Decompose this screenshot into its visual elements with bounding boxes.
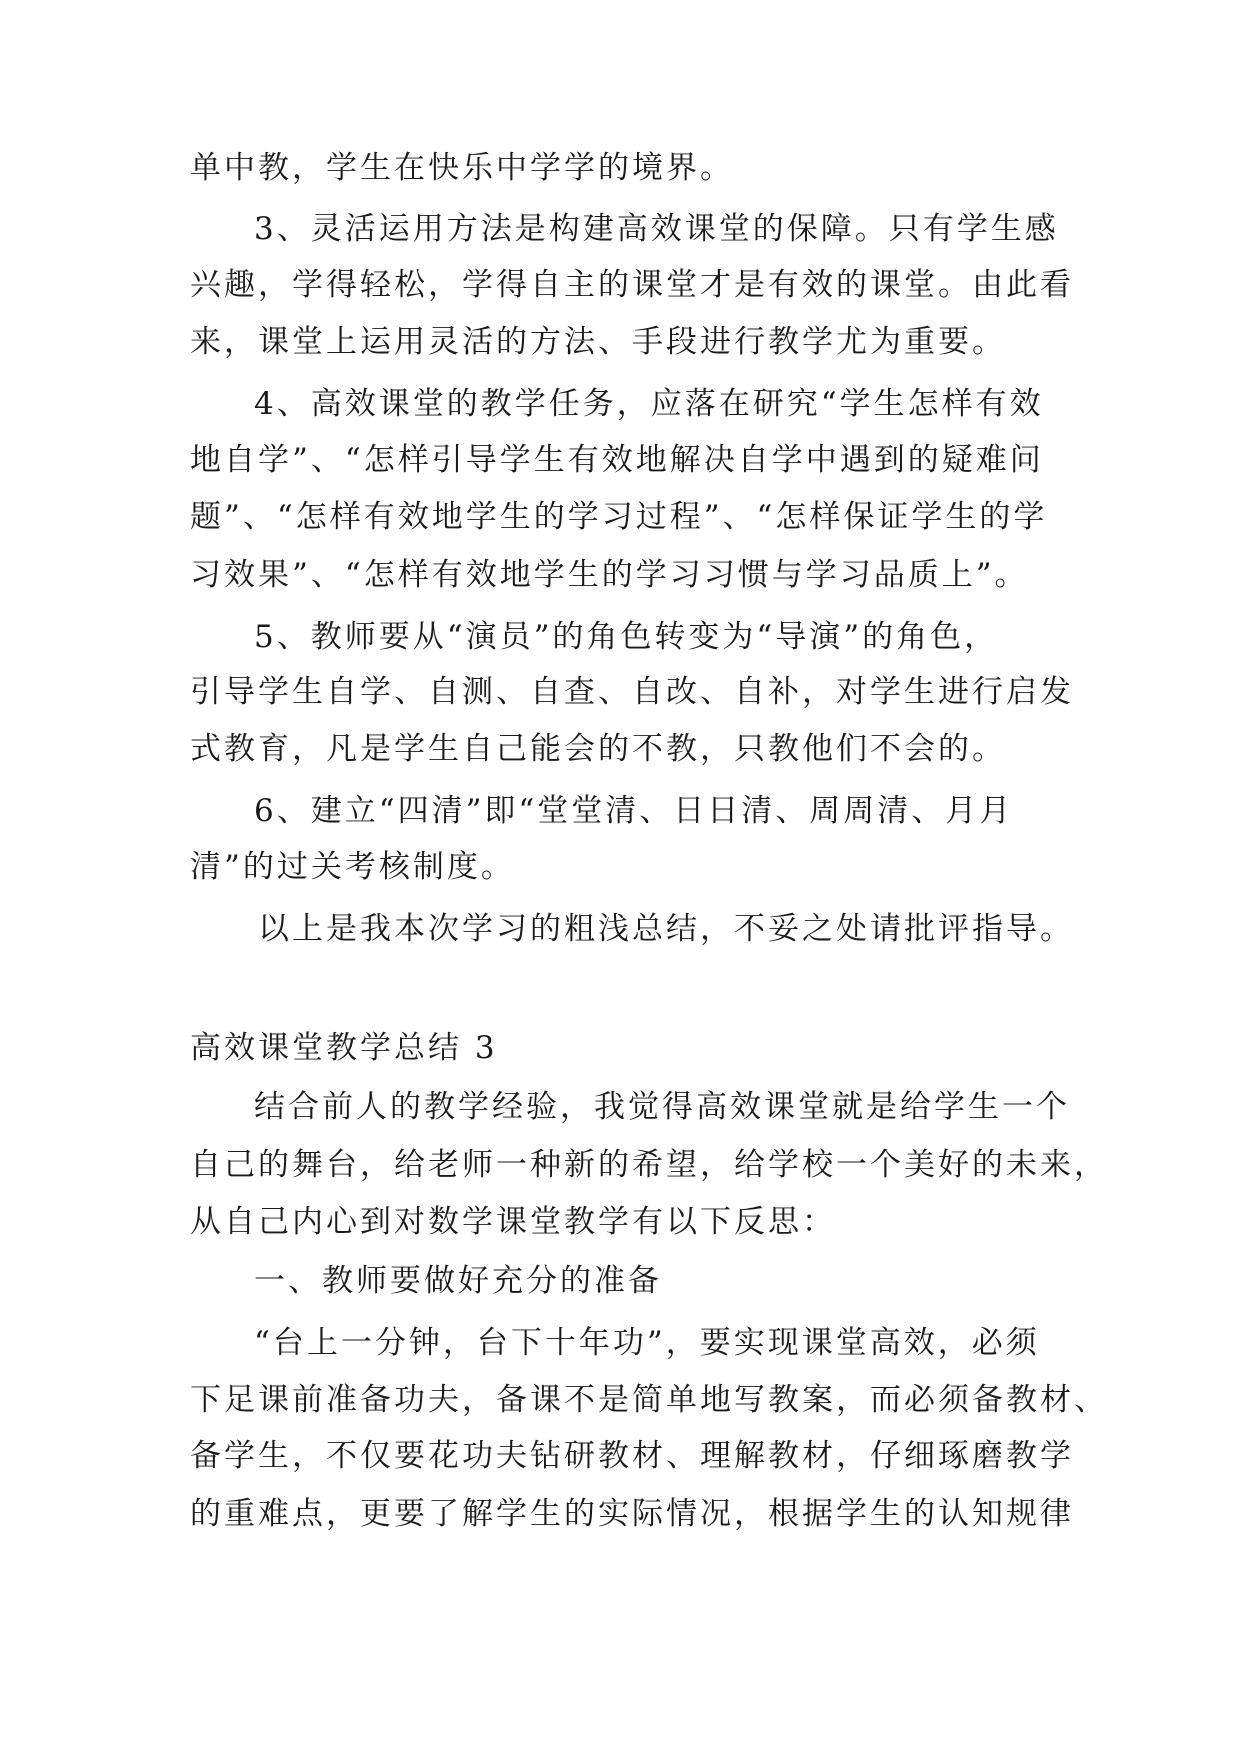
paragraph-line: 引导学生自学、自测、自查、自改、自补，对学生进行启发 xyxy=(190,674,1074,710)
paragraph-line: 习效果”、“怎样有效地学生的学习习惯与学习品质上”。 xyxy=(190,557,1029,593)
closing-line: 以上是我本次学习的粗浅总结，不妥之处请批评指导。 xyxy=(258,911,1074,947)
paragraph-line: 的重难点，更要了解学生的实际情况，根据学生的认知规律 xyxy=(190,1496,1074,1532)
paragraph-line: 从自己内心到对数学课堂教学有以下反思： xyxy=(190,1204,836,1240)
paragraph-line: 兴趣，学得轻松，学得自主的课堂才是有效的课堂。由此看 xyxy=(190,267,1074,303)
subheading-line: 一、教师要做好充分的准备 xyxy=(254,1263,662,1299)
paragraph-line: 备学生，不仅要花功夫钻研教材、理解教材，仔细琢磨教学 xyxy=(190,1438,1074,1474)
paragraph-line: 题”、“怎样有效地学生的学习过程”、“怎样保证学生的学 xyxy=(190,499,1048,535)
paragraph-line: 自己的舞台，给老师一种新的希望，给学校一个美好的未来， xyxy=(190,1147,1108,1183)
section-title: 高效课堂教学总结 3 xyxy=(190,1030,498,1066)
paragraph-line: 结合前人的教学经验，我觉得高效课堂就是给学生一个 xyxy=(254,1089,1070,1125)
paragraph-line: 3、灵活运用方法是构建高效课堂的保障。只有学生感 xyxy=(254,211,1059,247)
paragraph-line: 来，课堂上运用灵活的方法、手段进行教学尤为重要。 xyxy=(190,324,1006,360)
paragraph-line: 地自学”、“怎样引导学生有效地解决自学中遇到的疑难问 xyxy=(190,442,1044,478)
paragraph-line: 4、高效课堂的教学任务，应落在研究“学生怎样有效 xyxy=(254,386,1044,422)
paragraph-line: 单中教，学生在快乐中学学的境界。 xyxy=(190,150,734,186)
paragraph-line: 6、建立“四清”即“堂堂清、日日清、周周清、月月 xyxy=(254,793,1014,829)
paragraph-line: 5、教师要从“演员”的角色转变为“导演”的角色， xyxy=(254,619,999,655)
paragraph-line: “台上一分钟，台下十年功”，要实现课堂高效，必须 xyxy=(254,1325,1040,1361)
paragraph-line: 清”的过关考核制度。 xyxy=(190,849,515,885)
paragraph-line: 下足课前准备功夫，备课不是简单地写教案，而必须备教材、 xyxy=(190,1382,1108,1418)
paragraph-line: 式教育，凡是学生自己能会的不教，只教他们不会的。 xyxy=(190,731,1006,767)
